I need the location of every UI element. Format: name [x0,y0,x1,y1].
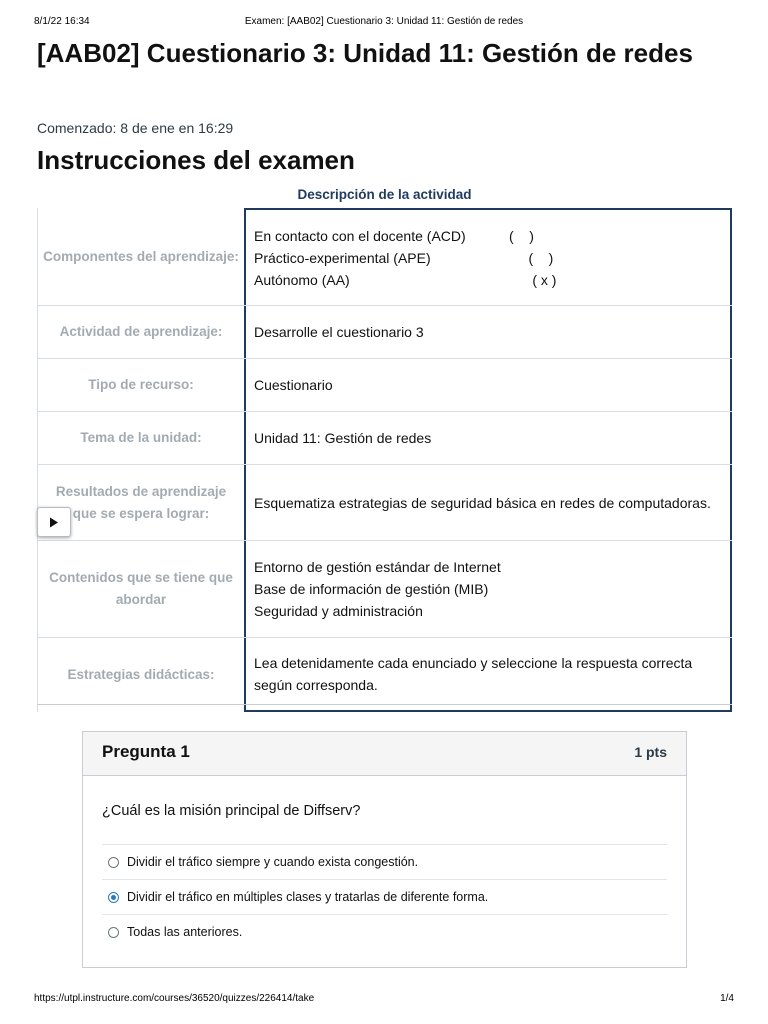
instructions-heading: Instrucciones del examen [37,145,355,175]
answer-label: Dividir el tráfico siempre y cuando exista congestión. [127,855,419,869]
row-label: Componentes del aprendizaje: [37,208,244,305]
divider [37,704,732,705]
answer-label: Todas las anteriores. [127,925,243,939]
list-item: Base de información de gestión (MIB) [254,581,489,597]
activity-table [37,208,732,712]
print-url: https://utpl.instructure.com/courses/36520/quizzes/226414/take [34,993,315,1004]
row-value: Cuestionario [244,359,732,411]
table-row [37,637,732,712]
print-footer [0,993,768,1007]
play-button[interactable] [37,507,71,537]
list-item: Autónomo (AA) ( x ) [254,271,557,288]
question-header [83,732,686,776]
radio-button[interactable] [108,892,119,903]
question-text: ¿Cuál es la misión principal de Diffserv? [102,803,361,819]
print-page-number: 1/4 [720,993,734,1004]
row-label: Contenidos que se tiene que abordar [37,541,244,637]
question-card [82,731,687,968]
row-label: Actividad de aprendizaje: [37,306,244,358]
table-row [37,540,732,637]
table-row [37,358,732,411]
list-item: Práctico-experimental (APE) ( ) [254,249,554,266]
row-label: Tipo de recurso: [37,359,244,411]
table-row [37,464,732,540]
print-header [0,16,768,30]
row-value [244,208,732,305]
row-value: Lea detenidamente cada enunciado y seleccione la respuesta correcta según corresponda. [244,638,732,712]
answer-option[interactable] [102,879,667,914]
question-points: 1 pts [634,744,667,760]
radio-button[interactable] [108,927,119,938]
quiz-started: Comenzado: 8 de ene en 16:29 [37,120,234,136]
row-label: Resultados de aprendizaje que se espera lograr: [37,465,244,540]
radio-button[interactable] [108,857,119,868]
table-row [37,208,732,305]
question-name: Pregunta 1 [102,742,190,761]
print-datetime: 8/1/22 16:34 [34,16,90,27]
quiz-title: [AAB02] Cuestionario 3: Unidad 11: Gestión de redes [37,38,693,68]
print-page-title: Examen: [AAB02] Cuestionario 3: Unidad 11: Gestión de redes [244,16,524,27]
row-value [244,541,732,637]
row-value: Desarrolle el cuestionario 3 [244,306,732,358]
answer-label: Dividir el tráfico en múltiples clases y tratarlas de diferente forma. [127,890,489,904]
row-label: Estrategias didácticas: [37,638,244,712]
answer-list [102,844,667,949]
play-icon [49,517,59,528]
list-item: Entorno de gestión estándar de Internet [254,559,501,575]
table-caption: Descripción de la actividad [297,187,472,202]
row-value: Unidad 11: Gestión de redes [244,412,732,464]
list-item: En contacto con el docente (ACD) ( ) [254,227,534,244]
table-row [37,305,732,358]
row-label: Tema de la unidad: [37,412,244,464]
answer-option[interactable] [102,844,667,879]
row-value: Esquematiza estrategias de seguridad básica en redes de computadoras. [244,465,732,540]
table-row [37,411,732,464]
answer-option[interactable] [102,914,667,949]
list-item: Seguridad y administración [254,603,423,619]
